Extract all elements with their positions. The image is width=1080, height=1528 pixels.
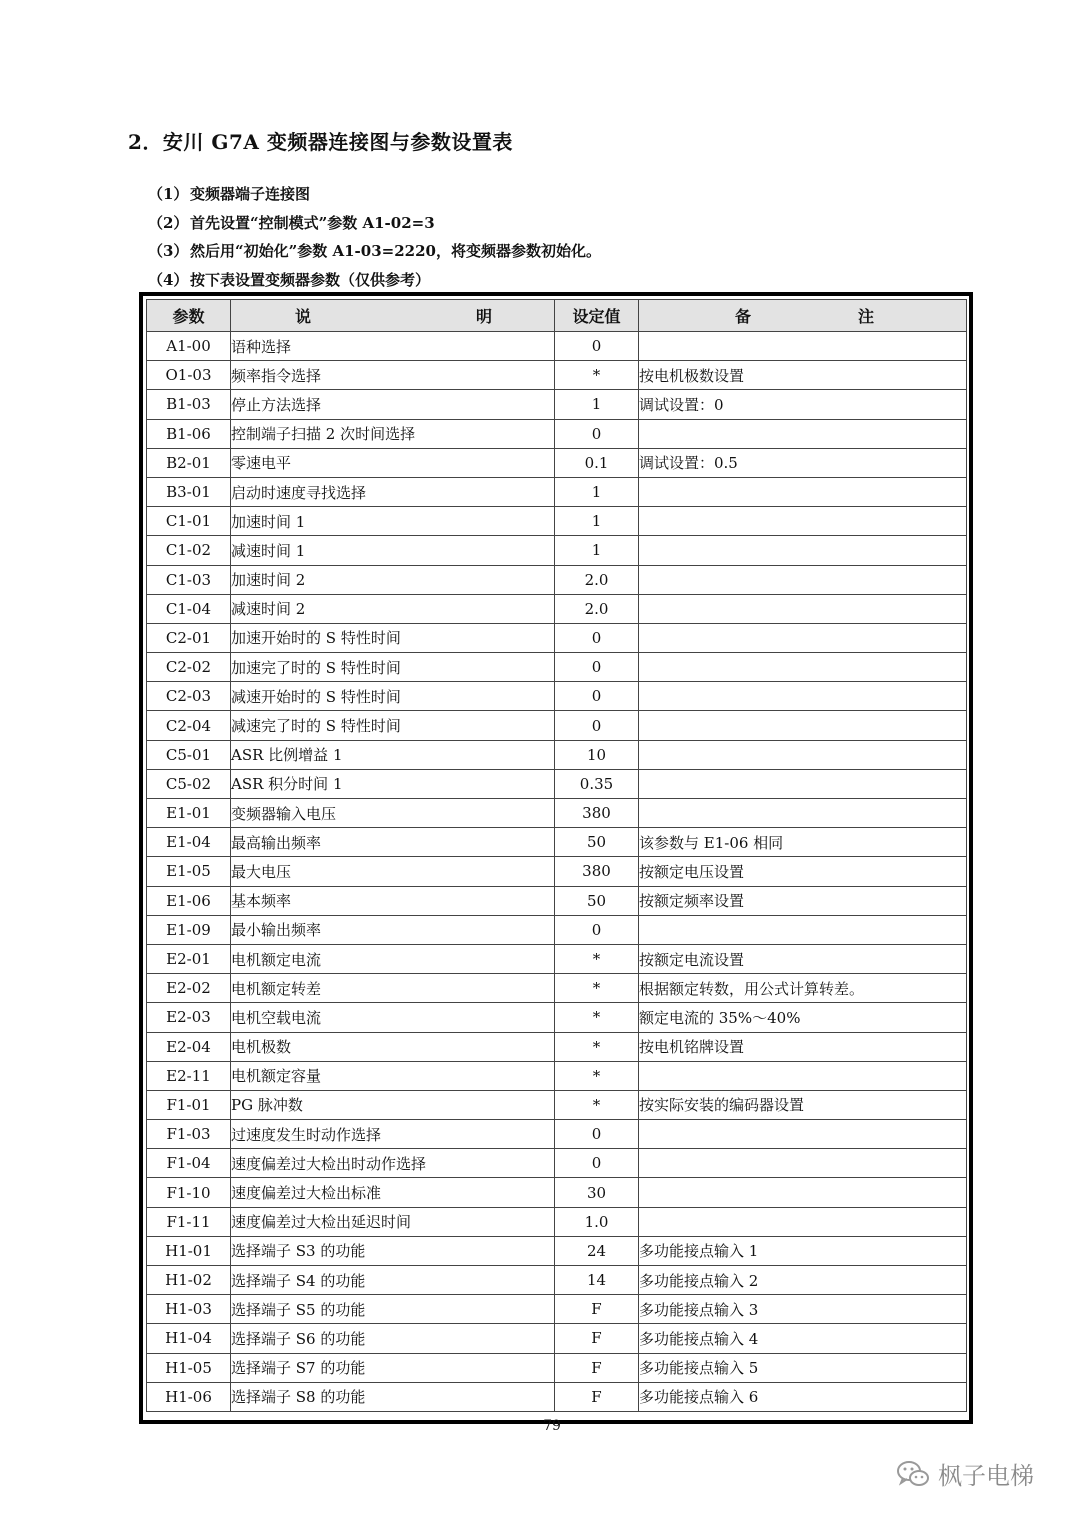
value-cell: 0 bbox=[555, 915, 639, 944]
param-code-cell: C1-02 bbox=[147, 536, 231, 565]
value-cell: 50 bbox=[555, 886, 639, 915]
table-row bbox=[147, 536, 967, 565]
table-row bbox=[147, 1178, 967, 1207]
description-cell: 停止方法选择 bbox=[231, 390, 555, 419]
note-cell bbox=[639, 740, 967, 769]
param-code-cell: C2-03 bbox=[147, 682, 231, 711]
description-cell: 选择端子 S5 的功能 bbox=[231, 1295, 555, 1324]
description-cell: 加速开始时的 S 特性时间 bbox=[231, 623, 555, 652]
description-cell: 电机额定转差 bbox=[231, 974, 555, 1003]
step-number: （2） bbox=[148, 213, 189, 232]
value-cell: 380 bbox=[555, 799, 639, 828]
header-note-left: 备 bbox=[735, 307, 752, 326]
value-cell: 2.0 bbox=[555, 594, 639, 623]
note-cell: 多功能接点输入 1 bbox=[639, 1236, 967, 1265]
page-number: 79 bbox=[543, 1418, 561, 1434]
param-code-cell: E1-05 bbox=[147, 857, 231, 886]
steps-list bbox=[148, 180, 601, 294]
table-row bbox=[147, 1295, 967, 1324]
value-cell: * bbox=[555, 1003, 639, 1032]
value-cell: 2.0 bbox=[555, 565, 639, 594]
note-cell: 按额定频率设置 bbox=[639, 886, 967, 915]
value-cell: F bbox=[555, 1353, 639, 1382]
value-cell: 1 bbox=[555, 507, 639, 536]
table-row bbox=[147, 1382, 967, 1411]
description-cell: 电机极数 bbox=[231, 1032, 555, 1061]
note-cell bbox=[639, 1178, 967, 1207]
value-cell: 0 bbox=[555, 653, 639, 682]
description-cell: 频率指令选择 bbox=[231, 361, 555, 390]
table-row bbox=[147, 769, 967, 798]
header-desc-right: 明 bbox=[475, 307, 492, 326]
note-cell bbox=[639, 477, 967, 506]
note-cell: 多功能接点输入 5 bbox=[639, 1353, 967, 1382]
table-row bbox=[147, 1207, 967, 1236]
step-number: （3） bbox=[148, 242, 189, 260]
value-cell: 0 bbox=[555, 711, 639, 740]
value-cell: F bbox=[555, 1324, 639, 1353]
description-cell: 速度偏差过大检出延迟时间 bbox=[231, 1207, 555, 1236]
note-cell bbox=[639, 799, 967, 828]
note-cell: 多功能接点输入 4 bbox=[639, 1324, 967, 1353]
param-code-cell: C5-01 bbox=[147, 740, 231, 769]
param-code-cell: F1-10 bbox=[147, 1178, 231, 1207]
value-cell: 0 bbox=[555, 1120, 639, 1149]
description-cell: 电机空载电流 bbox=[231, 1003, 555, 1032]
table-row bbox=[147, 828, 967, 857]
note-cell bbox=[639, 1120, 967, 1149]
step-text: 首先设置“控制模式”参数 A1-02=3 bbox=[190, 213, 435, 232]
table-row bbox=[147, 477, 967, 506]
table-row bbox=[147, 974, 967, 1003]
description-cell: ASR 积分时间 1 bbox=[231, 769, 555, 798]
value-cell: 50 bbox=[555, 828, 639, 857]
note-cell: 多功能接点输入 6 bbox=[639, 1382, 967, 1411]
value-cell: * bbox=[555, 1061, 639, 1090]
description-cell: ASR 比例增益 1 bbox=[231, 740, 555, 769]
value-cell: * bbox=[555, 944, 639, 973]
description-cell: 电机额定容量 bbox=[231, 1061, 555, 1090]
param-code-cell: H1-05 bbox=[147, 1353, 231, 1382]
note-cell bbox=[639, 565, 967, 594]
description-cell: 电机额定电流 bbox=[231, 944, 555, 973]
value-cell: 24 bbox=[555, 1236, 639, 1265]
note-cell bbox=[639, 915, 967, 944]
table-row bbox=[147, 332, 967, 361]
header-value: 设定值 bbox=[555, 300, 639, 332]
param-code-cell: C2-04 bbox=[147, 711, 231, 740]
note-cell bbox=[639, 419, 967, 448]
parameter-table-frame bbox=[139, 292, 973, 1424]
description-cell: 减速完了时的 S 特性时间 bbox=[231, 711, 555, 740]
param-code-cell: C2-02 bbox=[147, 653, 231, 682]
table-row bbox=[147, 740, 967, 769]
note-cell: 按实际安装的编码器设置 bbox=[639, 1090, 967, 1119]
note-cell bbox=[639, 332, 967, 361]
description-cell: 减速时间 2 bbox=[231, 594, 555, 623]
table-row bbox=[147, 1032, 967, 1061]
wechat-icon bbox=[896, 1459, 930, 1489]
step-number: （4） bbox=[148, 270, 189, 289]
param-code-cell: E2-01 bbox=[147, 944, 231, 973]
param-code-cell: C1-04 bbox=[147, 594, 231, 623]
param-code-cell: E2-03 bbox=[147, 1003, 231, 1032]
table-row bbox=[147, 507, 967, 536]
param-code-cell: E2-11 bbox=[147, 1061, 231, 1090]
table-row bbox=[147, 419, 967, 448]
description-cell: 选择端子 S4 的功能 bbox=[231, 1266, 555, 1295]
table-row bbox=[147, 1003, 967, 1032]
table-row bbox=[147, 565, 967, 594]
value-cell: * bbox=[555, 361, 639, 390]
note-cell bbox=[639, 711, 967, 740]
table-row bbox=[147, 361, 967, 390]
param-code-cell: F1-03 bbox=[147, 1120, 231, 1149]
param-code-cell: B1-03 bbox=[147, 390, 231, 419]
table-row bbox=[147, 886, 967, 915]
value-cell: 0 bbox=[555, 332, 639, 361]
param-code-cell: E2-02 bbox=[147, 974, 231, 1003]
note-cell: 多功能接点输入 2 bbox=[639, 1266, 967, 1295]
value-cell: * bbox=[555, 974, 639, 1003]
table-row bbox=[147, 594, 967, 623]
description-cell: 选择端子 S6 的功能 bbox=[231, 1324, 555, 1353]
table-row bbox=[147, 799, 967, 828]
description-cell: 过速度发生时动作选择 bbox=[231, 1120, 555, 1149]
step-text: 变频器端子连接图 bbox=[190, 185, 311, 203]
step-text: 然后用“初始化”参数 A1-03=2220，将变频器参数初始化。 bbox=[190, 242, 601, 260]
param-code-cell: E1-04 bbox=[147, 828, 231, 857]
note-cell: 根据额定转数，用公式计算转差。 bbox=[639, 974, 967, 1003]
value-cell: * bbox=[555, 1090, 639, 1119]
value-cell: 1 bbox=[555, 477, 639, 506]
description-cell: 控制端子扫描 2 次时间选择 bbox=[231, 419, 555, 448]
note-cell: 按额定电流设置 bbox=[639, 944, 967, 973]
table-row bbox=[147, 1353, 967, 1382]
value-cell: 380 bbox=[555, 857, 639, 886]
table-row bbox=[147, 448, 967, 477]
description-cell: 速度偏差过大检出时动作选择 bbox=[231, 1149, 555, 1178]
description-cell: PG 脉冲数 bbox=[231, 1090, 555, 1119]
page-heading: 2．安川 G7A 变频器连接图与参数设置表 bbox=[128, 130, 513, 154]
value-cell: 10 bbox=[555, 740, 639, 769]
step-text: 按下表设置变频器参数（仅供参考） bbox=[190, 270, 431, 289]
param-code-cell: F1-11 bbox=[147, 1207, 231, 1236]
description-cell: 最高输出频率 bbox=[231, 828, 555, 857]
value-cell: F bbox=[555, 1295, 639, 1324]
step-item bbox=[148, 266, 601, 295]
param-code-cell: H1-01 bbox=[147, 1236, 231, 1265]
note-cell bbox=[639, 769, 967, 798]
parameter-table bbox=[146, 299, 967, 1412]
param-code-cell: H1-04 bbox=[147, 1324, 231, 1353]
table-row bbox=[147, 1324, 967, 1353]
step-number: （1） bbox=[148, 185, 189, 203]
param-code-cell: E2-04 bbox=[147, 1032, 231, 1061]
description-cell: 语种选择 bbox=[231, 332, 555, 361]
description-cell: 最大电压 bbox=[231, 857, 555, 886]
description-cell: 变频器输入电压 bbox=[231, 799, 555, 828]
header-desc-left: 说 bbox=[295, 307, 312, 326]
table-row bbox=[147, 1236, 967, 1265]
table-row bbox=[147, 711, 967, 740]
value-cell: 0 bbox=[555, 682, 639, 711]
table-row bbox=[147, 1149, 967, 1178]
table-row bbox=[147, 944, 967, 973]
table-row bbox=[147, 915, 967, 944]
description-cell: 选择端子 S3 的功能 bbox=[231, 1236, 555, 1265]
note-cell: 按电机极数设置 bbox=[639, 361, 967, 390]
param-code-cell: C1-01 bbox=[147, 507, 231, 536]
description-cell: 基本频率 bbox=[231, 886, 555, 915]
table-row bbox=[147, 1061, 967, 1090]
step-item bbox=[148, 209, 601, 238]
value-cell: * bbox=[555, 1032, 639, 1061]
watermark bbox=[896, 1456, 1034, 1491]
note-cell bbox=[639, 682, 967, 711]
param-code-cell: H1-06 bbox=[147, 1382, 231, 1411]
header-code: 参数 bbox=[147, 300, 231, 332]
table-body bbox=[147, 332, 967, 1412]
note-cell: 额定电流的 35%～40% bbox=[639, 1003, 967, 1032]
param-code-cell: C5-02 bbox=[147, 769, 231, 798]
step-item bbox=[148, 180, 601, 209]
header-note bbox=[639, 300, 967, 332]
value-cell: F bbox=[555, 1382, 639, 1411]
header-description bbox=[231, 300, 555, 332]
step-item bbox=[148, 237, 601, 266]
param-code-cell: O1-03 bbox=[147, 361, 231, 390]
note-cell: 按电机铭牌设置 bbox=[639, 1032, 967, 1061]
value-cell: 1 bbox=[555, 390, 639, 419]
note-cell bbox=[639, 623, 967, 652]
note-cell: 多功能接点输入 3 bbox=[639, 1295, 967, 1324]
table-row bbox=[147, 653, 967, 682]
description-cell: 减速时间 1 bbox=[231, 536, 555, 565]
table-row bbox=[147, 390, 967, 419]
note-cell bbox=[639, 507, 967, 536]
description-cell: 速度偏差过大检出标准 bbox=[231, 1178, 555, 1207]
param-code-cell: B2-01 bbox=[147, 448, 231, 477]
table-header-row bbox=[147, 300, 967, 332]
description-cell: 加速时间 1 bbox=[231, 507, 555, 536]
table-row bbox=[147, 682, 967, 711]
note-cell: 按额定电压设置 bbox=[639, 857, 967, 886]
description-cell: 减速开始时的 S 特性时间 bbox=[231, 682, 555, 711]
param-code-cell: H1-03 bbox=[147, 1295, 231, 1324]
note-cell bbox=[639, 1061, 967, 1090]
param-code-cell: E1-06 bbox=[147, 886, 231, 915]
value-cell: 30 bbox=[555, 1178, 639, 1207]
value-cell: 0 bbox=[555, 1149, 639, 1178]
param-code-cell: B3-01 bbox=[147, 477, 231, 506]
table-row bbox=[147, 1266, 967, 1295]
param-code-cell: C1-03 bbox=[147, 565, 231, 594]
value-cell: 14 bbox=[555, 1266, 639, 1295]
param-code-cell: E1-09 bbox=[147, 915, 231, 944]
table-row bbox=[147, 1090, 967, 1119]
description-cell: 选择端子 S7 的功能 bbox=[231, 1353, 555, 1382]
value-cell: 1 bbox=[555, 536, 639, 565]
note-cell bbox=[639, 1207, 967, 1236]
note-cell bbox=[639, 653, 967, 682]
description-cell: 启动时速度寻找选择 bbox=[231, 477, 555, 506]
description-cell: 选择端子 S8 的功能 bbox=[231, 1382, 555, 1411]
watermark-text: 枫子电梯 bbox=[938, 1462, 1034, 1490]
value-cell: 0 bbox=[555, 419, 639, 448]
note-cell bbox=[639, 1149, 967, 1178]
value-cell: 0.35 bbox=[555, 769, 639, 798]
table-row bbox=[147, 1120, 967, 1149]
table-row bbox=[147, 857, 967, 886]
param-code-cell: F1-01 bbox=[147, 1090, 231, 1119]
value-cell: 0 bbox=[555, 623, 639, 652]
value-cell: 1.0 bbox=[555, 1207, 639, 1236]
description-cell: 加速时间 2 bbox=[231, 565, 555, 594]
param-code-cell: F1-04 bbox=[147, 1149, 231, 1178]
description-cell: 最小输出频率 bbox=[231, 915, 555, 944]
note-cell: 该参数与 E1-06 相同 bbox=[639, 828, 967, 857]
description-cell: 零速电平 bbox=[231, 448, 555, 477]
note-cell: 调试设置：0 bbox=[639, 390, 967, 419]
note-cell: 调试设置：0.5 bbox=[639, 448, 967, 477]
table-row bbox=[147, 623, 967, 652]
description-cell: 加速完了时的 S 特性时间 bbox=[231, 653, 555, 682]
note-cell bbox=[639, 594, 967, 623]
param-code-cell: E1-01 bbox=[147, 799, 231, 828]
param-code-cell: C2-01 bbox=[147, 623, 231, 652]
header-note-right: 注 bbox=[857, 307, 874, 326]
note-cell bbox=[639, 536, 967, 565]
param-code-cell: A1-00 bbox=[147, 332, 231, 361]
param-code-cell: H1-02 bbox=[147, 1266, 231, 1295]
param-code-cell: B1-06 bbox=[147, 419, 231, 448]
value-cell: 0.1 bbox=[555, 448, 639, 477]
